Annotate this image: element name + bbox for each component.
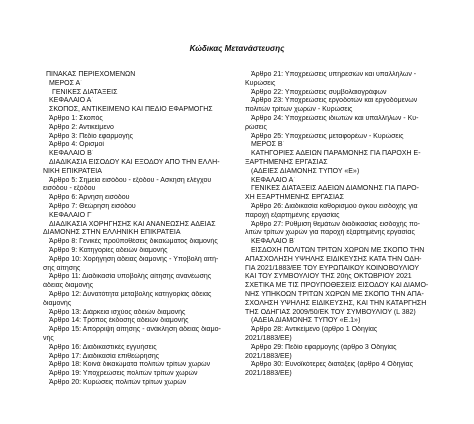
toc-line: ΕΙΣΔΟΧΗ ΠΟΛΙΤΩΝ ΤΡΙΤΩΝ ΧΩΡΩΝ ΜΕ ΣΚΟΠΟ ΤΗΝ — [251, 246, 425, 254]
toc-line: Άρθρο 7: Θεώρηση εισόδου — [49, 202, 136, 210]
toc-left-column — [43, 71, 248, 388]
toc-line: 2021/1883/ΕΕ) — [245, 334, 292, 342]
toc-line: ΚΑΤΗΓΟΡΙΕΣ ΑΔΕΙΩΝ ΠΑΡΑΜΟΝΗΣ ΓΙΑ ΠΑΡΟΧΗ Ε- — [251, 150, 421, 158]
toc-line: ΣΧΕΤΙΚΑ ΜΕ ΤΙΣ ΠΡΟΫΠΟΘΕΣΕΙΣ ΕΙΣΟΔΟΥ ΚΑΙ ΔΙΑΜΟ- — [245, 282, 429, 290]
toc-line: Άρθρο 23: Υποχρεώσεις εργοδοτών και εργοδόμενων — [251, 97, 418, 105]
toc-line: 2021/1883/ΕΕ) — [245, 352, 292, 360]
toc-line: Άρθρο 29: Πεδίο εφαρμογής (άρθρο 3 Οδηγίας — [251, 343, 397, 351]
toc-line: ΔΙΑΜΟΝΗΣ ΣΤΗΝ ΕΛΛΗΝΙΚΗ ΕΠΙΚΡΑΤΕΙΑ — [43, 229, 181, 237]
toc-line: διαμονής — [43, 299, 72, 307]
toc-line: ΔΙΑΔΙΚΑΣΙΑ ΧΟΡΗΓΗΣΗΣ ΚΑΙ ΑΝΑΝΕΩΣΗΣ ΑΔΕΙΑΣ — [49, 220, 216, 228]
toc-line: ΜΕΡΟΣ Β΄ — [251, 141, 285, 149]
toc-line: Άρθρο 21: Υποχρεώσεις υπηρεσιών και υπαλλήλων - — [251, 71, 417, 78]
toc-line: Άρθρο 26: Διαδικασία καθορισμού όγκου εισδοχής για — [251, 202, 418, 210]
toc-line: ΚΕΦΑΛΑΙΟ Α΄ — [251, 176, 296, 184]
toc-line: Άρθρο 10: Χορήγηση άδειας διαμονής - Υποβολή αιτή- — [49, 255, 219, 263]
toc-line: Άρθρο 13: Διάρκεια ισχύος αδειών διαμονής — [49, 308, 186, 316]
page-title: Κώδικας Μετανάστευσης — [189, 44, 285, 53]
toc-line: Κυρώσεις — [245, 79, 276, 87]
toc-line: ΜΕΡΟΣ Α΄ — [49, 79, 83, 87]
toc-line: Άρθρο 24: Υποχρεώσεις ιδιωτών και υπαλλήλων - Κυ- — [251, 114, 419, 122]
toc-line: ΑΠΑΣΧΟΛΗΣΗ ΥΨΗΛΗΣ ΕΙΔΙΚΕΥΣΗΣ ΚΑΤΑ ΤΗΝ ΟΔΗ- — [245, 255, 422, 263]
toc-line: Άρθρο 30: Ευνοϊκότερες διατάξεις (άρθρο 4 Οδηγίας — [251, 361, 413, 369]
toc-line: Άρθρο 8: Γενικές προϋποθέσεις δικαιώματος διαμονής — [49, 238, 218, 246]
toc-line: Άρθρο 14: Τρόπος έκδοσης αδειών διαμονής — [49, 317, 189, 325]
toc-line: ΓΕΝΙΚΕΣ ΔΙΑΤΑΞΕΙΣ ΑΔΕΙΩΝ ΔΙΑΜΟΝΗΣ ΓΙΑ ΠΑΡΟ- — [251, 185, 419, 193]
toc-line: Άρθρο 15: Απόρριψη αίτησης - ανάκληση άδειας διαμο- — [49, 326, 221, 334]
toc-line: ΠΙΝΑΚΑΣ ΠΕΡΙΕΧΟΜΕΝΩΝ — [46, 71, 136, 78]
toc-line: ΓΕΝΙΚΕΣ ΔΙΑΤΑΞΕΙΣ — [52, 88, 118, 96]
toc-line: ΚΕΦΑΛΑΙΟ Β΄ — [251, 238, 297, 246]
toc-line: λιτών τρίτων χωρών για παροχή εξαρτημένης εργασίας — [245, 229, 415, 237]
toc-line: (ΑΔΕΙΕΣ ΔΙΑΜΟΝΗΣ ΤΥΠΟΥ «Ε») — [251, 167, 360, 175]
toc-line: ΧΗ ΕΞΑΡΤΗΜΕΝΗΣ ΕΡΓΑΣΙΑΣ — [245, 194, 344, 202]
toc-line: ΚΕΦΑΛΑΙΟ Α΄ — [49, 97, 94, 105]
toc-line: 2021/1883/ΕΕ) — [245, 370, 292, 378]
toc-line: νής — [43, 334, 54, 342]
toc-line: ΝΙΚΗ ΕΠΙΚΡΑΤΕΙΑ — [43, 167, 102, 175]
toc-line: Άρθρο 9: Κατηγορίες αδειών διαμονής — [49, 246, 168, 254]
toc-line: ΔΙΑΔΙΚΑΣΙΑ ΕΙΣΟΔΟΥ ΚΑΙ ΕΞΟΔΟΥ ΑΠΟ ΤΗΝ ΕΛΛΗ- — [49, 158, 220, 166]
toc-line: Άρθρο 25: Υποχρεώσεις μεταφορέων - Κυρώσεις — [251, 132, 404, 140]
toc-line: σης αίτησης — [43, 264, 81, 272]
toc-line: Άρθρο 18: Κοινά δικαιώματα πολιτών τρίτων χωρών — [49, 361, 211, 369]
toc-line: ΣΚΟΠΟΣ, ΑΝΤΙΚΕΙΜΕΝΟ ΚΑΙ ΠΕΔΙΟ ΕΦΑΡΜΟΓΗΣ — [49, 106, 213, 114]
toc-line: Άρθρο 16: Διαδικαστικές εγγυήσεις — [49, 343, 157, 351]
toc-line: Άρθρο 17: Διαδικασία επιθεώρησης — [49, 352, 160, 360]
toc-line: Άρθρο 27: Ρύθμιση θεμάτων διαδικασίας εισδοχής πο- — [251, 220, 420, 228]
toc-line: πολιτών τρίτων χωρών - Κυρώσεις — [245, 106, 353, 114]
toc-line: άδειας διαμονής — [43, 282, 94, 290]
toc-line: Άρθρο 28: Αντικείμενο (άρθρο 1 Οδηγίας — [251, 326, 378, 334]
toc-line: Άρθρο 11: Διαδικασία υποβολής αίτησης ανανέωσης — [49, 273, 212, 281]
toc-line: ΝΗΣ ΥΠΗΚΟΩΝ ΤΡΙΤΩΝ ΧΩΡΩΝ ΜΕ ΣΚΟΠΟ ΤΗΝ ΑΠΑ- — [245, 290, 424, 298]
toc-right-column — [245, 71, 451, 379]
toc-line: Άρθρο 22: Υποχρεώσεις συμβολαιογράφων — [251, 88, 387, 96]
toc-line: Άρθρο 19: Υποχρεώσεις πολιτών τρίτων χωρών — [49, 370, 198, 378]
toc-line: Άρθρο 12: Δυνατότητα μεταβολής κατηγορίας άδειας — [49, 290, 212, 298]
toc-line: Άρθρο 1: Σκοπός — [49, 114, 103, 122]
toc-line: Άρθρο 20: Κυρώσεις πολιτών τρίτων χωρών — [49, 378, 187, 386]
toc-line: ΓΙΑ 2021/1883/ΕΕ ΤΟΥ ΕΥΡΩΠΑΪΚΟΥ ΚΟΙΝΟΒΟΥΛΙΟΥ — [245, 264, 420, 272]
toc-line: Άρθρο 4: Ορισμοί — [49, 141, 104, 149]
toc-line: ΚΑΙ ΤΟΥ ΣΥΜΒΟΥΛΙΟΥ ΤΗΣ 20ής ΟΚΤΩΒΡΙΟΥ 2021 — [245, 273, 412, 281]
toc-line: παροχή εξαρτημένης εργασίας — [245, 211, 340, 219]
toc-line: (ΑΔΕΙΑ ΔΙΑΜΟΝΗΣ ΤΥΠΟΥ «Ε.1») — [251, 317, 361, 325]
toc-line: εισόδου - εξόδου — [43, 185, 96, 193]
toc-line: Άρθρο 6: Άρνηση εισόδου — [49, 194, 130, 202]
toc-line: ρώσεις — [245, 123, 267, 131]
toc-line: ΣΧΟΛΗΣΗ ΥΨΗΛΗΣ ΕΙΔΙΚΕΥΣΗΣ, ΚΑΙ ΤΗΝ ΚΑΤΑΡΓΗΣΗ — [245, 299, 427, 307]
toc-line: Άρθρο 3: Πεδίο εφαρμογής — [49, 132, 133, 140]
toc-line: ΞΑΡΤΗΜΕΝΗΣ ΕΡΓΑΣΙΑΣ — [245, 158, 328, 166]
toc-line: Άρθρο 2: Αντικείμενο — [49, 123, 114, 131]
toc-line: ΤΗΣ ΟΔΗΓΙΑΣ 2009/50/ΕΚ ΤΟΥ ΣΥΜΒΟΥΛΙΟΥ (L 382) — [245, 308, 416, 316]
toc-line: Άρθρο 5: Σημεία εισόδου - εξόδου - Ασκηση ελέγχου — [49, 176, 212, 184]
toc-line: ΚΕΦΑΛΑΙΟ Β΄ — [49, 150, 95, 158]
toc-line: ΚΕΦΑΛΑΙΟ Γ΄ — [49, 211, 94, 219]
